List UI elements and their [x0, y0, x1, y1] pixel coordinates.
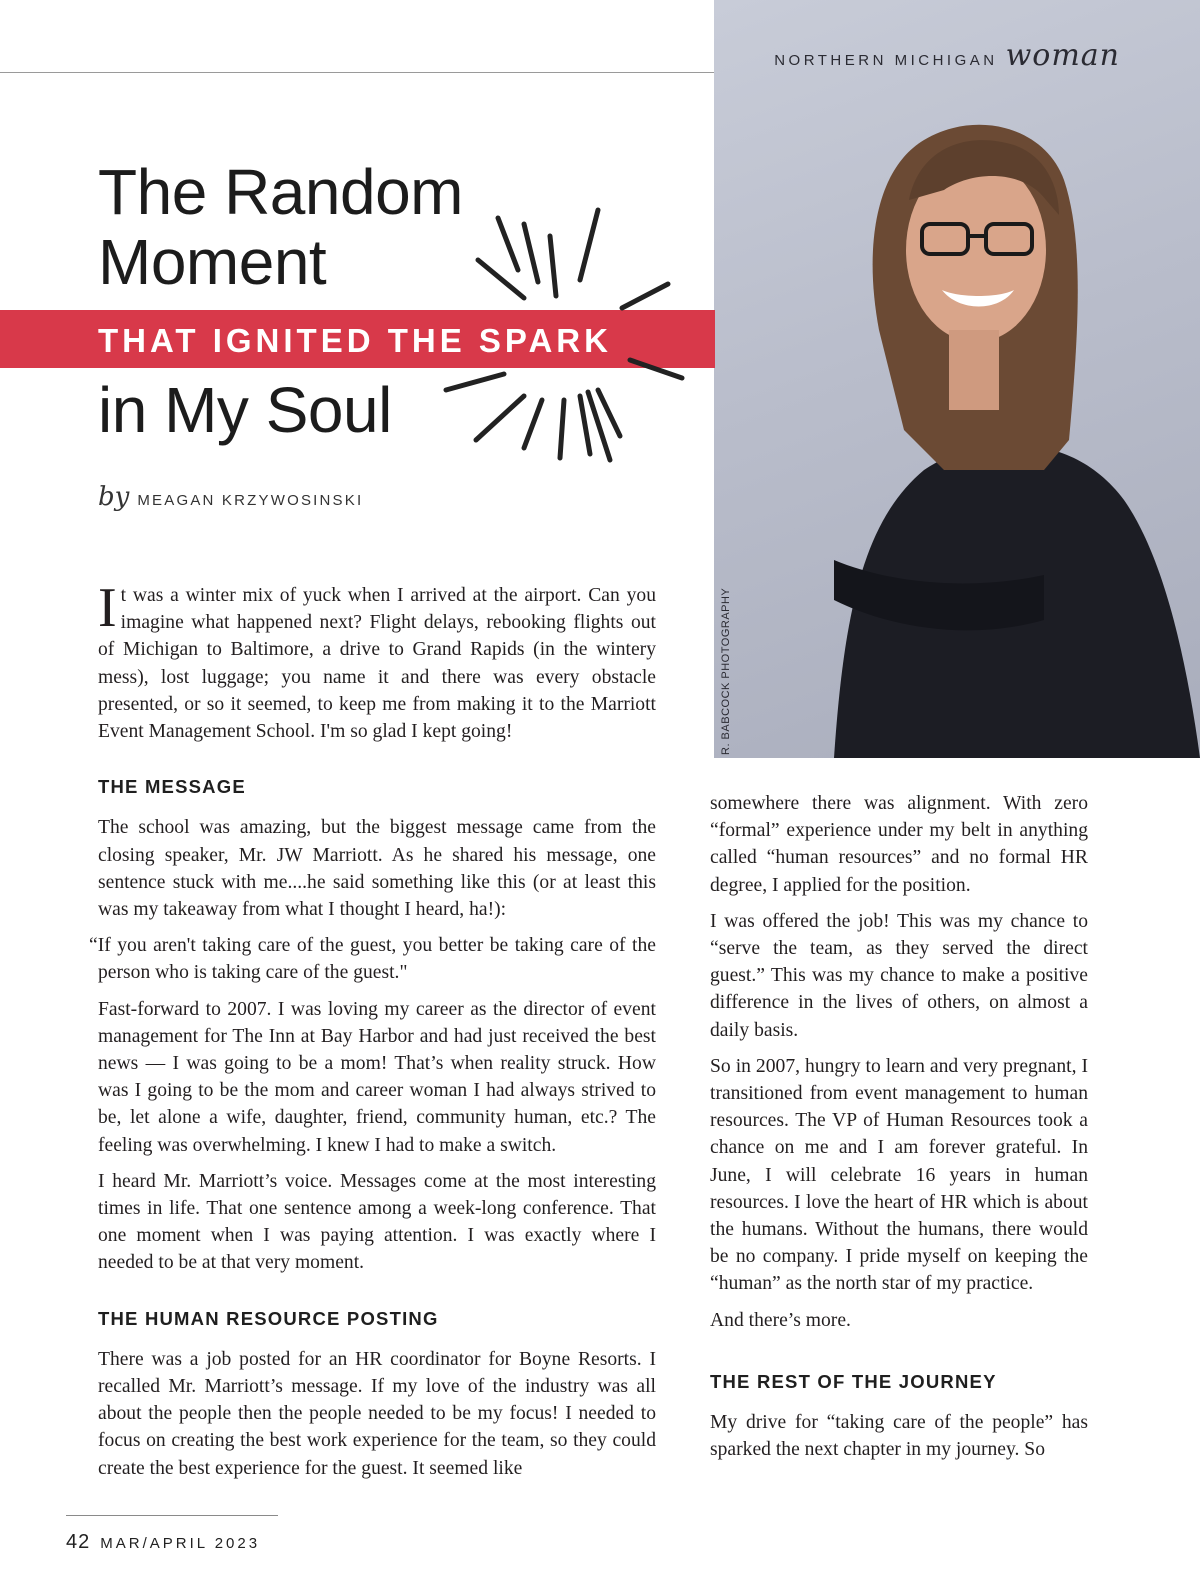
- intro-text: t was a winter mix of yuck when I arrived at the airport. Can you imagine what happened next? Flight delays, rebooking flights out of Michigan to Baltimore, a drive to Grand Rapids (in the wintery mess), lost luggage; you name it and there was every obstacle presented, or so it seemed, to keep me from making it to the Marriott Event Management School. I'm so glad I kept going!: [98, 585, 656, 743]
- section-heading-rest-of-journey: THE REST OF THE JOURNEY: [710, 1370, 997, 1392]
- section-heading-message: THE MESSAGE: [98, 776, 246, 798]
- top-rule: [0, 72, 715, 73]
- paragraph: The school was amazing, but the biggest message came from the closing speaker, Mr. JW Marriott. As he shared his message, one sentence stuck with me....he said something like this (or at least this was my takeaway from what I thought I heard, ha!):: [98, 817, 656, 921]
- intro-paragraph: [98, 577, 656, 745]
- article-column-left: [89, 577, 656, 1491]
- masthead: [774, 38, 1120, 73]
- paragraph: I heard Mr. Marriott’s voice. Messages come at the most interesting times in life. That one sentence among a week-long conference. That one moment when I was paying attention. I was exactly where I needed to be at that very moment.: [98, 1170, 656, 1274]
- page-footer: [66, 1531, 260, 1554]
- paragraph: My drive for “taking care of the people” has sparked the next chapter in my journey. So: [710, 1412, 1088, 1461]
- byline: [98, 482, 363, 512]
- headline-line-3: in My Soul: [98, 374, 392, 446]
- masthead-script: woman: [1005, 38, 1120, 73]
- masthead-text: NORTHERN MICHIGAN: [774, 52, 998, 69]
- issue-date: MAR/APRIL 2023: [100, 1535, 261, 1552]
- paragraph: Fast-forward to 2007. I was loving my career as the director of event management for The Inn at Bay Harbor and had just received the best news — I was going to be a mom! That’s when reality struck. How was I going to be the mom and career woman I had always strived to be, let alone a wife, daughter, friend, community human, etc.? The feeling was overwhelming. I knew I had to make a switch.: [98, 998, 656, 1156]
- pull-quote: “If you aren't taking care of the guest, you better be taking care of the person who is taking care of the guest.": [89, 935, 656, 984]
- portrait-illustration: [714, 0, 1200, 758]
- paragraph: And there’s more.: [710, 1309, 851, 1331]
- section-heading-hr-posting: THE HUMAN RESOURCE POSTING: [98, 1307, 439, 1329]
- paragraph: So in 2007, hungry to learn and very pregnant, I transitioned from event management to human resources. The VP of Human Resources took a chance on me and I am forever grateful. In June, I will celebrate 16 years in human resources. I love the heart of HR which is about the humans. Without the humans, there would be no company. I pride myself on keeping the “human” as the north star of my practice.: [710, 1055, 1088, 1295]
- byline-author: MEAGAN KRZYWOSINSKI: [137, 492, 364, 509]
- page-number: 42: [66, 1531, 91, 1553]
- headline-line-2: Moment: [98, 226, 327, 298]
- paragraph: I was offered the job! This was my chance to “serve the team, as they served the direct guest.” This was my chance to make a positive difference in the lives of others, on almost a daily basis.: [710, 910, 1088, 1041]
- photo-credit: R. BABCOCK PHOTOGRAPHY: [720, 587, 732, 755]
- headline-line-1: The Random: [98, 156, 463, 228]
- footer-rule: [66, 1515, 278, 1516]
- headline-banner-text: THAT IGNITED THE SPARK: [98, 322, 612, 359]
- byline-by: by: [98, 482, 130, 512]
- article-column-right: [710, 790, 1088, 1472]
- paragraph: There was a job posted for an HR coordinator for Boyne Resorts. I recalled Mr. Marriott’s message. If my love of the industry was all about the people then the people needed to be my focus! I needed to focus on creating the best work experience for the team, so they could create the best experience for the guest. It seemed like: [98, 1348, 656, 1479]
- author-photo: [714, 0, 1200, 758]
- drop-cap: I: [98, 577, 117, 639]
- paragraph: somewhere there was alignment. With zero “formal” experience under my belt in anything called “human resources” and no formal HR degree, I applied for the position.: [710, 793, 1088, 896]
